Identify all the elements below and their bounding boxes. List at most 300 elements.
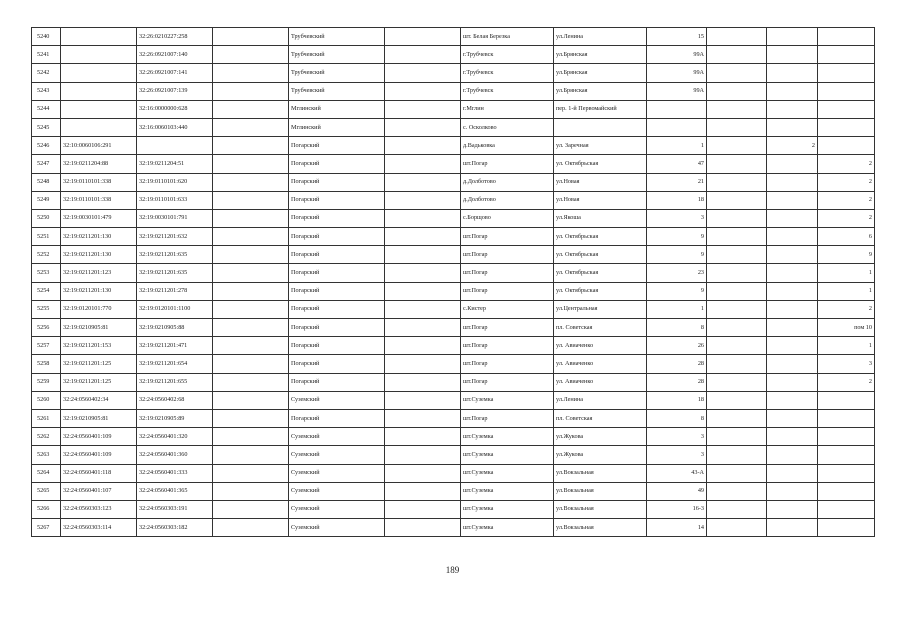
cell-street: пл. Советская: [554, 409, 647, 427]
cell-apartment-or-extra: [767, 409, 818, 427]
cell-house-number: 26: [647, 337, 707, 355]
cell-blank: [213, 500, 289, 518]
cell-district: Суземский: [289, 391, 385, 409]
cell-row-number: 5259: [32, 373, 61, 391]
cell-cadastral-number: 32:19:0211201:654: [137, 355, 213, 373]
cell-blank: [385, 137, 461, 155]
cell-room: [818, 118, 875, 136]
cell-house-number: 3: [647, 428, 707, 446]
cell-settlement: шт.Погар: [461, 355, 554, 373]
cell-house-number: 18: [647, 391, 707, 409]
cell-blank: [213, 464, 289, 482]
cell-blank: [213, 428, 289, 446]
cell-blank: [213, 246, 289, 264]
table-row: [32, 300, 875, 318]
cell-room: 9: [818, 246, 875, 264]
cell-room: [818, 519, 875, 537]
cell-old-cadastral-number: 32:24:0560303:123: [61, 500, 137, 518]
cell-apartment-or-extra: [767, 300, 818, 318]
cell-blank: [385, 246, 461, 264]
cell-settlement: шт.Погар: [461, 319, 554, 337]
cell-building: [707, 100, 767, 118]
cell-old-cadastral-number: 32:19:0211201:130: [61, 246, 137, 264]
cell-apartment-or-extra: [767, 191, 818, 209]
cell-old-cadastral-number: 32:19:0030101:479: [61, 209, 137, 227]
cell-building: [707, 391, 767, 409]
cell-blank: [213, 64, 289, 82]
table-row: [32, 373, 875, 391]
cell-cadastral-number: 32:19:0211201:655: [137, 373, 213, 391]
cell-row-number: 5262: [32, 428, 61, 446]
cell-house-number: 28: [647, 373, 707, 391]
cell-old-cadastral-number: 32:19:0110101:338: [61, 173, 137, 191]
cell-row-number: 5246: [32, 137, 61, 155]
cell-room: [818, 82, 875, 100]
table-row: [32, 391, 875, 409]
table-row: [32, 446, 875, 464]
cell-blank: [213, 355, 289, 373]
cell-house-number: 9: [647, 282, 707, 300]
cell-cadastral-number: 32:19:0110101:620: [137, 173, 213, 191]
cell-building: [707, 155, 767, 173]
cell-settlement: г.Трубчевск: [461, 46, 554, 64]
cell-building: [707, 64, 767, 82]
cell-row-number: 5258: [32, 355, 61, 373]
cell-settlement: шт.Погар: [461, 373, 554, 391]
cell-row-number: 5255: [32, 300, 61, 318]
cell-settlement: шт.Суземка: [461, 500, 554, 518]
cell-building: [707, 464, 767, 482]
cell-old-cadastral-number: [61, 118, 137, 136]
cell-settlement: шт.Погар: [461, 337, 554, 355]
table-row: [32, 137, 875, 155]
cell-street: ул. Октябрьская: [554, 155, 647, 173]
cell-apartment-or-extra: [767, 337, 818, 355]
cell-settlement: с. Осколково: [461, 118, 554, 136]
cell-apartment-or-extra: [767, 100, 818, 118]
cell-room: [818, 500, 875, 518]
cell-district: Суземский: [289, 519, 385, 537]
cell-blank: [213, 282, 289, 300]
cell-cadastral-number: 32:19:0211201:632: [137, 228, 213, 246]
cell-apartment-or-extra: [767, 264, 818, 282]
cell-blank: [213, 300, 289, 318]
cell-row-number: 5265: [32, 482, 61, 500]
cell-settlement: шт.Суземка: [461, 428, 554, 446]
cell-blank: [213, 173, 289, 191]
cell-district: Трубчевский: [289, 46, 385, 64]
cell-blank: [385, 409, 461, 427]
cell-building: [707, 300, 767, 318]
cell-blank: [385, 282, 461, 300]
cell-blank: [213, 118, 289, 136]
cell-room: 2: [818, 300, 875, 318]
cell-settlement: д.Долботово: [461, 191, 554, 209]
cell-settlement: с.Борщово: [461, 209, 554, 227]
cell-blank: [213, 409, 289, 427]
cell-house-number: 18: [647, 191, 707, 209]
cell-cadastral-number: 32:16:0000000:628: [137, 100, 213, 118]
cell-row-number: 5256: [32, 319, 61, 337]
cell-old-cadastral-number: [61, 28, 137, 46]
cell-apartment-or-extra: [767, 46, 818, 64]
cell-house-number: 28: [647, 355, 707, 373]
cell-blank: [385, 482, 461, 500]
cell-blank: [385, 118, 461, 136]
cell-street: ул.Ленина: [554, 391, 647, 409]
cell-old-cadastral-number: 32:24:0560303:114: [61, 519, 137, 537]
cell-blank: [213, 82, 289, 100]
cell-apartment-or-extra: [767, 446, 818, 464]
cell-settlement: шт.Суземка: [461, 391, 554, 409]
cell-cadastral-number: 32:16:0060103:440: [137, 118, 213, 136]
cell-settlement: шт.Суземка: [461, 446, 554, 464]
table-row: [32, 46, 875, 64]
cell-apartment-or-extra: [767, 28, 818, 46]
cell-street: ул.Жукова: [554, 446, 647, 464]
cell-blank: [385, 46, 461, 64]
cell-cadastral-number: 32:19:0211201:635: [137, 264, 213, 282]
cell-apartment-or-extra: [767, 173, 818, 191]
cell-settlement: шт.Погар: [461, 228, 554, 246]
cell-building: [707, 209, 767, 227]
cell-old-cadastral-number: 32:19:0210905:81: [61, 319, 137, 337]
cell-row-number: 5263: [32, 446, 61, 464]
cell-district: Погарский: [289, 155, 385, 173]
cell-settlement: г.Трубчевск: [461, 64, 554, 82]
cell-cadastral-number: 32:19:0120101:1100: [137, 300, 213, 318]
cell-row-number: 5244: [32, 100, 61, 118]
cell-cadastral-number: 32:24:0560401:320: [137, 428, 213, 446]
cell-house-number: 1: [647, 137, 707, 155]
table-row: [32, 482, 875, 500]
cell-street: ул.Ленина: [554, 28, 647, 46]
cell-apartment-or-extra: [767, 482, 818, 500]
cell-old-cadastral-number: 32:19:0110101:338: [61, 191, 137, 209]
cell-room: [818, 100, 875, 118]
cell-old-cadastral-number: 32:24:0560401:109: [61, 428, 137, 446]
table-row: [32, 118, 875, 136]
table-row: [32, 173, 875, 191]
cell-settlement: шт.Погар: [461, 246, 554, 264]
cell-street: ул.Вокзальная: [554, 482, 647, 500]
table-row: [32, 500, 875, 518]
cell-building: [707, 355, 767, 373]
table-row: [32, 228, 875, 246]
cell-blank: [213, 191, 289, 209]
cell-cadastral-number: 32:19:0211201:278: [137, 282, 213, 300]
cell-district: Суземский: [289, 482, 385, 500]
cell-house-number: 1: [647, 300, 707, 318]
cell-blank: [385, 191, 461, 209]
cell-blank: [213, 482, 289, 500]
cell-room: 1: [818, 264, 875, 282]
cell-blank: [385, 209, 461, 227]
cell-street: ул.Брянская: [554, 64, 647, 82]
cell-old-cadastral-number: 32:24:0560401:109: [61, 446, 137, 464]
cell-blank: [213, 100, 289, 118]
cell-row-number: 5249: [32, 191, 61, 209]
cell-cadastral-number: 32:19:0030101:791: [137, 209, 213, 227]
cell-apartment-or-extra: [767, 355, 818, 373]
cell-settlement: д.Вадьковка: [461, 137, 554, 155]
cell-row-number: 5266: [32, 500, 61, 518]
cell-settlement: шт.Погар: [461, 282, 554, 300]
cell-blank: [385, 300, 461, 318]
cell-room: 1: [818, 282, 875, 300]
cell-district: Погарский: [289, 319, 385, 337]
table-row: [32, 264, 875, 282]
cell-street: пл. Советская: [554, 319, 647, 337]
cell-row-number: 5261: [32, 409, 61, 427]
cell-street: ул.Новая: [554, 173, 647, 191]
cell-cadastral-number: 32:24:0560303:182: [137, 519, 213, 537]
cell-building: [707, 500, 767, 518]
cell-room: [818, 391, 875, 409]
cell-apartment-or-extra: 2: [767, 137, 818, 155]
cell-street: ул.Центральная: [554, 300, 647, 318]
cell-building: [707, 82, 767, 100]
cell-apartment-or-extra: [767, 373, 818, 391]
cell-building: [707, 519, 767, 537]
cell-row-number: 5248: [32, 173, 61, 191]
cell-room: [818, 46, 875, 64]
cell-old-cadastral-number: 32:24:0560402:34: [61, 391, 137, 409]
cell-row-number: 5254: [32, 282, 61, 300]
cell-blank: [385, 519, 461, 537]
cell-room: [818, 482, 875, 500]
cell-old-cadastral-number: [61, 82, 137, 100]
cell-district: Погарский: [289, 300, 385, 318]
cell-cadastral-number: 32:26:0921007:140: [137, 46, 213, 64]
table-row: [32, 355, 875, 373]
table-row: [32, 428, 875, 446]
cell-house-number: 99А: [647, 64, 707, 82]
cell-room: 2: [818, 155, 875, 173]
cell-district: Погарский: [289, 264, 385, 282]
cell-settlement: шт.Погар: [461, 409, 554, 427]
cell-house-number: 8: [647, 409, 707, 427]
cell-cadastral-number: 32:24:0560401:365: [137, 482, 213, 500]
cell-house-number: 43-А: [647, 464, 707, 482]
cell-old-cadastral-number: 32:19:0211201:130: [61, 282, 137, 300]
cell-house-number: [647, 118, 707, 136]
cell-district: Трубчевский: [289, 64, 385, 82]
cell-district: Суземский: [289, 446, 385, 464]
cell-room: пом 10: [818, 319, 875, 337]
cell-blank: [213, 519, 289, 537]
cell-district: Погарский: [289, 337, 385, 355]
cell-apartment-or-extra: [767, 209, 818, 227]
table-row: [32, 209, 875, 227]
cell-street: [554, 118, 647, 136]
cell-room: 2: [818, 191, 875, 209]
cell-district: Погарский: [289, 282, 385, 300]
cell-cadastral-number: 32:19:0211201:635: [137, 246, 213, 264]
cell-settlement: г.Мглин: [461, 100, 554, 118]
cell-district: Суземский: [289, 500, 385, 518]
table-row: [32, 155, 875, 173]
cell-row-number: 5251: [32, 228, 61, 246]
cell-apartment-or-extra: [767, 500, 818, 518]
cell-building: [707, 337, 767, 355]
cell-house-number: 21: [647, 173, 707, 191]
cell-cadastral-number: 32:24:0560401:360: [137, 446, 213, 464]
cell-settlement: шт.Суземка: [461, 519, 554, 537]
cell-building: [707, 319, 767, 337]
cell-house-number: 23: [647, 264, 707, 282]
cell-house-number: 15: [647, 28, 707, 46]
cell-row-number: 5260: [32, 391, 61, 409]
cell-street: ул. Октябрьская: [554, 228, 647, 246]
cell-blank: [385, 28, 461, 46]
cell-district: Погарский: [289, 228, 385, 246]
cell-apartment-or-extra: [767, 228, 818, 246]
cell-blank: [213, 391, 289, 409]
cell-district: Погарский: [289, 191, 385, 209]
cell-blank: [213, 446, 289, 464]
cell-apartment-or-extra: [767, 118, 818, 136]
cell-street: ул.Брянская: [554, 82, 647, 100]
cell-apartment-or-extra: [767, 246, 818, 264]
cell-blank: [385, 64, 461, 82]
cell-apartment-or-extra: [767, 319, 818, 337]
cell-building: [707, 428, 767, 446]
cell-cadastral-number: 32:19:0211201:471: [137, 337, 213, 355]
cell-street: ул. Заречная: [554, 137, 647, 155]
cell-building: [707, 191, 767, 209]
cell-old-cadastral-number: [61, 100, 137, 118]
cell-building: [707, 228, 767, 246]
cell-building: [707, 264, 767, 282]
table-row: [32, 28, 875, 46]
cell-old-cadastral-number: 32:10:0060106:291: [61, 137, 137, 155]
cell-old-cadastral-number: 32:19:0210905:81: [61, 409, 137, 427]
cell-old-cadastral-number: 32:19:0211201:125: [61, 373, 137, 391]
cell-room: [818, 137, 875, 155]
cell-district: Мглинский: [289, 118, 385, 136]
cell-blank: [213, 264, 289, 282]
cell-district: Погарский: [289, 137, 385, 155]
property-table: [31, 27, 875, 537]
cell-old-cadastral-number: 32:19:0211204:88: [61, 155, 137, 173]
cell-settlement: шт.Погар: [461, 264, 554, 282]
cell-room: 2: [818, 173, 875, 191]
cell-house-number: 99А: [647, 46, 707, 64]
cell-row-number: 5267: [32, 519, 61, 537]
cell-street: ул.Вокзальная: [554, 500, 647, 518]
cell-street: ул.Брянская: [554, 46, 647, 64]
cell-row-number: 5247: [32, 155, 61, 173]
cell-blank: [213, 28, 289, 46]
cell-blank: [385, 100, 461, 118]
cell-street: пер. 1-й Первомайский: [554, 100, 647, 118]
cell-old-cadastral-number: 32:24:0560401:118: [61, 464, 137, 482]
cell-old-cadastral-number: 32:19:0211201:153: [61, 337, 137, 355]
cell-blank: [213, 155, 289, 173]
cell-old-cadastral-number: 32:19:0120101:770: [61, 300, 137, 318]
cell-street: ул. Октябрьская: [554, 264, 647, 282]
table-row: [32, 246, 875, 264]
cell-blank: [213, 228, 289, 246]
cell-building: [707, 446, 767, 464]
cell-blank: [385, 428, 461, 446]
cell-cadastral-number: 32:26:0921007:141: [137, 64, 213, 82]
table-row: [32, 191, 875, 209]
table-row: [32, 337, 875, 355]
cell-blank: [213, 319, 289, 337]
cell-apartment-or-extra: [767, 282, 818, 300]
cell-house-number: 9: [647, 246, 707, 264]
cell-district: Трубчевский: [289, 28, 385, 46]
cell-blank: [213, 337, 289, 355]
cell-row-number: 5253: [32, 264, 61, 282]
cell-room: 3: [818, 355, 875, 373]
cell-room: 2: [818, 209, 875, 227]
cell-blank: [385, 319, 461, 337]
cell-room: [818, 64, 875, 82]
cell-blank: [213, 209, 289, 227]
cell-cadastral-number: 32:24:0560402:68: [137, 391, 213, 409]
cell-room: 6: [818, 228, 875, 246]
cell-blank: [385, 264, 461, 282]
cell-settlement: шт.Погар: [461, 155, 554, 173]
cell-apartment-or-extra: [767, 155, 818, 173]
cell-room: [818, 409, 875, 427]
cell-district: Трубчевский: [289, 82, 385, 100]
cell-house-number: [647, 100, 707, 118]
cell-blank: [385, 500, 461, 518]
cell-district: Погарский: [289, 209, 385, 227]
cell-building: [707, 409, 767, 427]
cell-apartment-or-extra: [767, 82, 818, 100]
cell-room: [818, 428, 875, 446]
cell-old-cadastral-number: 32:24:0560401:107: [61, 482, 137, 500]
cell-building: [707, 28, 767, 46]
cell-building: [707, 246, 767, 264]
cell-blank: [213, 137, 289, 155]
cell-cadastral-number: 32:26:0210227:258: [137, 28, 213, 46]
cell-settlement: шт. Белая Березка: [461, 28, 554, 46]
cell-blank: [385, 337, 461, 355]
cell-blank: [385, 464, 461, 482]
cell-house-number: 16-3: [647, 500, 707, 518]
cell-row-number: 5252: [32, 246, 61, 264]
cell-cadastral-number: 32:19:0210905:88: [137, 319, 213, 337]
cell-district: Погарский: [289, 373, 385, 391]
table-row: [32, 282, 875, 300]
cell-apartment-or-extra: [767, 391, 818, 409]
cell-district: Суземский: [289, 464, 385, 482]
cell-building: [707, 482, 767, 500]
cell-blank: [385, 228, 461, 246]
cell-street: ул. Авиаченко: [554, 373, 647, 391]
cell-street: ул. Авиаченко: [554, 355, 647, 373]
cell-row-number: 5242: [32, 64, 61, 82]
cell-building: [707, 173, 767, 191]
cell-old-cadastral-number: [61, 64, 137, 82]
cell-street: ул.Жукова: [554, 428, 647, 446]
cell-blank: [213, 373, 289, 391]
cell-row-number: 5245: [32, 118, 61, 136]
cell-row-number: 5250: [32, 209, 61, 227]
cell-row-number: 5241: [32, 46, 61, 64]
table-row: [32, 100, 875, 118]
cell-house-number: 9: [647, 228, 707, 246]
cell-cadastral-number: 32:26:0921007:139: [137, 82, 213, 100]
cell-room: [818, 446, 875, 464]
cell-street: ул.Якоша: [554, 209, 647, 227]
